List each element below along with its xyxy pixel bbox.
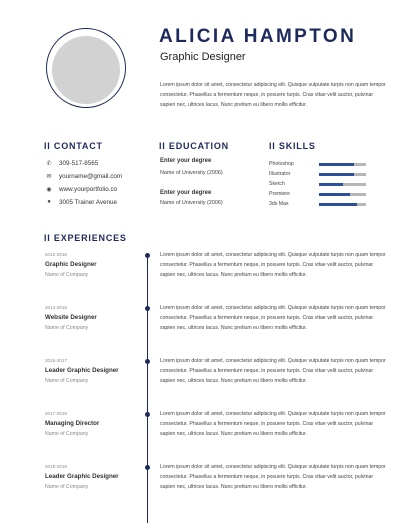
skill-name: Premiere (269, 191, 291, 197)
skill-level-bar (319, 193, 366, 196)
skill-row (269, 161, 389, 169)
education-degree: Enter your degree (160, 190, 212, 196)
experience-company: Name of Company (45, 325, 89, 331)
skills-heading: II SKILLS (269, 141, 316, 151)
email-icon: ✉ (46, 173, 52, 180)
globe-icon: ◉ (46, 186, 52, 193)
contact-website (45, 184, 117, 194)
experience-dates: 2016-2017 (45, 358, 67, 363)
skill-row (269, 191, 389, 199)
skill-level-fill (319, 183, 343, 186)
contact-email-text: yourname@gmail.com (59, 172, 123, 180)
skill-level-bar (319, 163, 366, 166)
contact-website-text: www.yourportfolio.co (59, 185, 118, 193)
skill-level-fill (319, 203, 357, 206)
profile-photo-placeholder (52, 36, 120, 104)
person-name: ALICIA HAMPTON (159, 26, 357, 47)
timeline-dot (145, 412, 150, 417)
experience-timeline (147, 253, 148, 523)
skill-name: Illustrator (269, 171, 291, 177)
education-school: Name of University (2006) (160, 170, 223, 176)
experience-dates: 2018-2019 (45, 464, 67, 469)
experience-description: Lorem ipsum dolor sit amet, consectetur adipiscing elit. Quisque vulputate turpis non quam tempor consectetur. Phasellus a fermentum neque, in posuere turpis. Cras vitae velit auctor, pulvinar sapien nec, ultrices lacus. Nunc pretium eu libero mollis efficitur. (160, 464, 386, 491)
education-school: Name of University (2006) (160, 200, 223, 206)
timeline-dot (145, 359, 150, 364)
skill-row (269, 171, 389, 179)
contact-phone (45, 158, 98, 168)
skill-level-fill (319, 163, 354, 166)
experience-title: Leader Graphic Designer (45, 473, 119, 480)
experience-company: Name of Company (45, 378, 89, 384)
location-pin-icon: ● (47, 199, 51, 205)
experience-title: Managing Director (45, 420, 100, 427)
skill-row (269, 201, 389, 209)
experience-description: Lorem ipsum dolor sit amet, consectetur adipiscing elit. Quisque vulputate turpis non quam tempor consectetur. Phasellus a fermentum neque, in posuere turpis. Cras vitae velit auctor, pulvinar sapien nec, ultrices lacus. Nunc pretium eu libero mollis efficitur. (160, 411, 386, 438)
experience-company: Name of Company (45, 431, 89, 437)
experiences-heading: II EXPERIENCES (44, 233, 127, 243)
skill-level-bar (319, 173, 366, 176)
contact-address-text: 3005 Trainer Avenue (59, 198, 117, 206)
experience-title: Website Designer (45, 314, 97, 321)
skill-level-fill (319, 193, 350, 196)
contact-phone-text: 309-517-8565 (59, 159, 99, 167)
education-heading: II EDUCATION (159, 141, 229, 151)
phone-icon: ✆ (46, 160, 52, 167)
experience-description: Lorem ipsum dolor sit amet, consectetur adipiscing elit. Quisque vulputate turpis non quam tempor consectetur. Phasellus a fermentum neque, in posuere turpis. Cras vitae velit auctor, pulvinar sapien nec, ultrices lacus. Nunc pretium eu libero mollis efficitur. (160, 305, 386, 332)
timeline-dot (145, 465, 150, 470)
experience-company: Name of Company (45, 484, 89, 490)
experience-dates: 2014-2016 (45, 305, 67, 310)
contact-heading: II CONTACT (44, 141, 103, 151)
profile-summary: Lorem ipsum dolor sit amet, consectetur adipiscing elit. Quisque vulputate turpis non quam tempor consectetur. Phasellus a fermentum neque, in posuere turpis. Cras vitae velit auctor, pulvinar sapien nec, ultrices lacus. Nunc pretium eu libero mollis efficitur. (160, 82, 386, 109)
skill-row (269, 181, 389, 189)
experience-description: Lorem ipsum dolor sit amet, consectetur adipiscing elit. Quisque vulputate turpis non quam tempor consectetur. Phasellus a fermentum neque, in posuere turpis. Cras vitae velit auctor, pulvinar sapien nec, ultrices lacus. Nunc pretium eu libero mollis efficitur. (160, 358, 386, 385)
experience-title: Graphic Designer (45, 261, 97, 268)
experience-description: Lorem ipsum dolor sit amet, consectetur adipiscing elit. Quisque vulputate turpis non quam tempor consectetur. Phasellus a fermentum neque, in posuere turpis. Cras vitae velit auctor, pulvinar sapien nec, ultrices lacus. Nunc pretium eu libero mollis efficitur. (160, 252, 386, 279)
experience-title: Leader Graphic Designer (45, 367, 119, 374)
education-degree: Enter your degree (160, 158, 212, 164)
skill-name: Sketch (269, 181, 285, 187)
timeline-dot (145, 253, 150, 258)
skill-name: Photoshop (269, 161, 294, 167)
skill-level-bar (319, 183, 366, 186)
job-title: Graphic Designer (160, 51, 246, 63)
experience-company: Name of Company (45, 272, 89, 278)
experience-dates: 2012-2016 (45, 252, 67, 257)
skill-level-fill (319, 173, 354, 176)
contact-email (45, 171, 122, 181)
skill-level-bar (319, 203, 366, 206)
timeline-dot (145, 306, 150, 311)
experience-dates: 2017-2018 (45, 411, 67, 416)
contact-address (45, 197, 117, 207)
skill-name: 3ds Max (269, 201, 289, 207)
